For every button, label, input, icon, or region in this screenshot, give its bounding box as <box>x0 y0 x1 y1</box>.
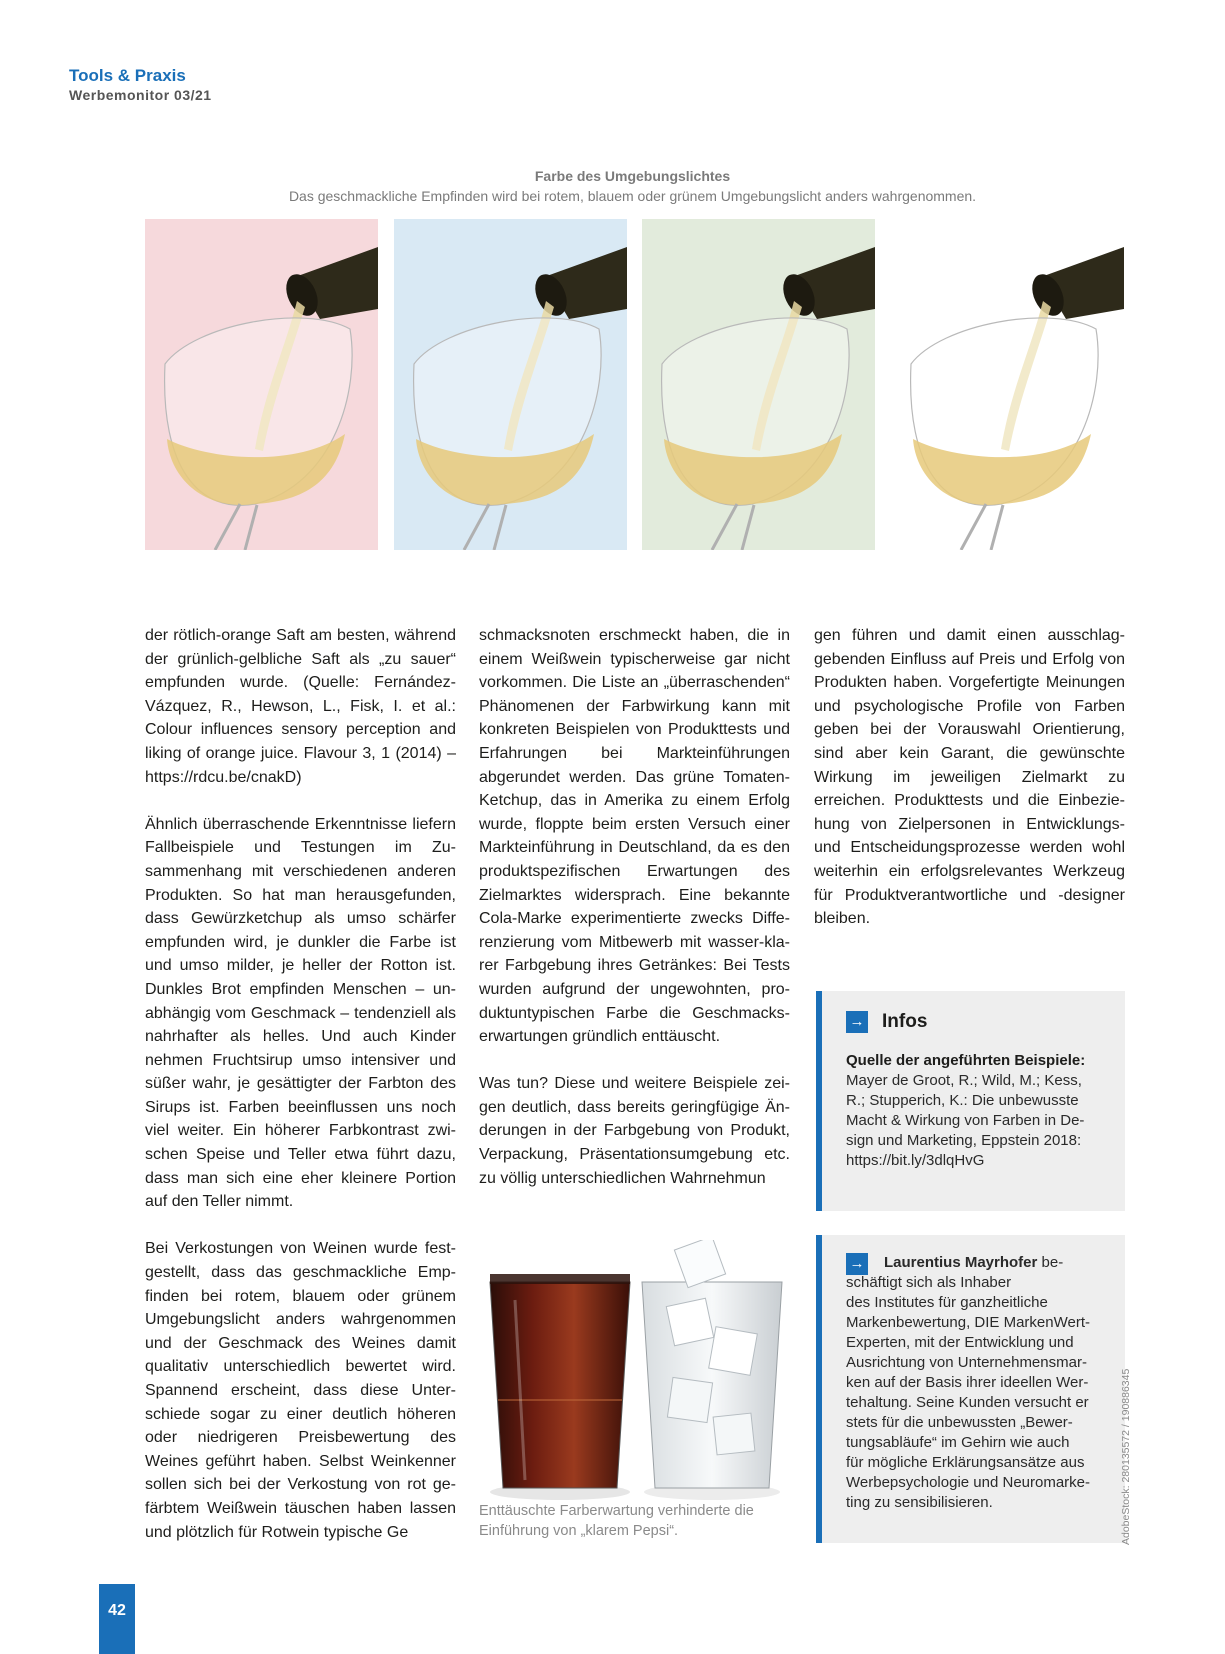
text-column-1 <box>145 624 456 1544</box>
text-column-2 <box>479 624 790 1190</box>
image-caption-line: Einführung von „klarem Pepsi“. <box>479 1523 679 1539</box>
wine-glass-illustration <box>145 219 378 550</box>
info-box-line: Mayer de Groot, R.; Wild, M.; Kess, <box>846 1072 1082 1089</box>
wine-panel-red <box>145 219 378 550</box>
author-bio-line: tungsabläufe“ im Gehirn wie auch <box>846 1434 1070 1451</box>
author-bio-line: Ausrichtung von Unternehmensmar- <box>846 1354 1087 1371</box>
paragraph: gen führen und damit einen ausschlaggebenden Einfluss auf Preis und Erfolg von Produkten haben. Vorgefertigte Meinungen und psychologische Profile von Farben geben bei der Vorauswahl Orientierung, sind aber kein Garant, die gewünschte Wirkung im jeweiligen Zielmarkt zu erreichen. Produkttests und die Einbeziehung von Zielpersonen in Entwicklungs- und Entscheidungsprozesse werden wohl weiterhin ein erfolgsrelevantes Werkzeug für Produktverantwortliche und -designer bleiben. <box>814 627 1125 928</box>
paragraph: der rötlich-orange Saft am besten, während der grünlich-gelbliche Saft als „zu sauer“ empfunden wurde. (Quelle: Fernández-Vázquez, R., Hewson, L., Fisk, I. et al.: Colour influences sensory perception and liking of orange juice. Flavour 3, 1 (2014) – https://rdcu.be/cnakD) <box>145 627 456 786</box>
author-bio-line: ken auf der Basis ihrer ideellen Wer- <box>846 1374 1089 1391</box>
figure-caption <box>140 166 1125 206</box>
author-bio-line: für mögliche Erklärungsansätze aus <box>846 1454 1085 1471</box>
figure-title: Farbe des Umgebungslichtes <box>534 168 731 184</box>
figure-subtitle: Das geschmackliche Empfinden wird bei rotem, blauem oder grünem Umgebungslicht anders wahrgenommen. <box>288 188 977 204</box>
author-bio-line: Experten, mit der Entwicklung und <box>846 1334 1074 1351</box>
author-bio-line: schäftigt sich als Inhaber <box>846 1274 1012 1291</box>
wine-panel-blue <box>394 219 627 550</box>
author-name: Laurentius Mayrhofer <box>884 1254 1038 1271</box>
issue-label: Werbemonitor 03/21 <box>69 87 212 103</box>
paragraph: Ähnlich überraschende Erkenntnisse liefern Fallbeispiele und Testungen im Zusammenhang mit verschiedenen anderen Produkten. So hat man herausgefunden, dass Gewürzketchup als umso schärfer empfunden wird, je dunkler die Farbe ist und umso milder, je heller der Rotton ist. Dunkles Brot empfinden Menschen – unabhängig vom Geschmack – tendenziell als nahrhafter als helles. Und auch Kinder nehmen Fruchtsirup umso intensiver und süßer wahr, je gesättigter der Farbton des Sirups ist. Farben beeinflussen uns noch viel weiter. Ein höherer Farbkontrast zwischen Speise und Teller etwa führt dazu, dass man sich eine eher kleinere Portion auf den Teller nimmt. <box>145 815 456 1211</box>
author-bio-line: stets für die unbewussten „Bewer- <box>846 1414 1073 1431</box>
paragraph: Was tun? Diese und weitere Beispiele zeigen deutlich, dass bereits geringfügige Änderungen in der Farbgebung von Produkt, Verpackung, Präsentationsumgebung etc. zu völlig unterschiedlichen Wahrnehmun <box>479 1075 790 1187</box>
wine-glass-illustration <box>891 219 1124 550</box>
page-number: 42 <box>99 1584 135 1654</box>
author-bio-line: Markenbewertung, DIE MarkenWert- <box>846 1314 1090 1331</box>
info-box-line: R.; Stupperich, K.: Die unbewusste <box>846 1092 1079 1109</box>
wine-glass-illustration <box>642 219 875 550</box>
image-caption <box>479 1501 799 1541</box>
arrow-right-icon: → <box>846 1253 868 1275</box>
info-box-subtitle: Quelle der angeführten Beispiele: <box>846 1052 1086 1069</box>
author-box <box>816 1235 1125 1543</box>
wine-glass-illustration <box>394 219 627 550</box>
author-bio-line: Werbepsychologie und Neuromarke- <box>846 1474 1091 1491</box>
glasses-image <box>480 1240 790 1502</box>
wine-panel-green <box>642 219 875 550</box>
wine-panel-white <box>891 219 1124 550</box>
author-bio-line: be- <box>1037 1254 1064 1271</box>
text-column-3 <box>814 624 1125 931</box>
info-box-link[interactable]: https://bit.ly/3dlqHvG <box>846 1152 985 1169</box>
info-box-line: Macht & Wirkung von Farben in De- <box>846 1112 1085 1129</box>
author-bio-line: des Institutes für ganzheitliche <box>846 1294 1048 1311</box>
page-header <box>69 66 212 104</box>
author-bio-line: tehaltung. Seine Kunden versucht er <box>846 1394 1089 1411</box>
info-box-line: sign und Marketing, Eppstein 2018: <box>846 1132 1082 1149</box>
info-box <box>816 991 1125 1211</box>
author-bio <box>846 1253 1105 1513</box>
author-bio-line: ting zu sensibilisieren. <box>846 1494 993 1511</box>
image-caption-line: Enttäuschte Farberwartung verhinderte die <box>479 1503 754 1519</box>
section-title: Tools & Praxis <box>69 66 186 85</box>
arrow-right-icon: → <box>846 1011 868 1033</box>
photo-credit: AdobeStock: 280135572 / 190886345 <box>1120 1368 1132 1545</box>
paragraph: schmacksnoten erschmeckt haben, die in einem Weißwein typischerweise gar nicht vorkommen. Die Liste an „überraschenden“ Phänomenen der Farbwirkung kann mit konkreten Beispielen von Produkttests und Erfahrungen bei Markteinführungen abgerundet werden. Das grüne Tomaten-Ketchup, das in Amerika zu einem Erfolg wurde, floppte beim ersten Versuch einer Markteinführung in Deutschland, da es den produktspezifischen Erwartungen des Zielmarktes widersprach. Eine bekannte Cola-Marke experimentierte zwecks Differenzierung vom Mitbewerb mit wasser-klarer Farbgebung ihres Getränkes: Bei Tests wurden aufgrund der ungewohnten, produktuntypischen Farbe die Geschmackserwartungen gründlich enttäuscht. <box>479 627 790 1046</box>
info-box-title: Infos <box>882 1011 928 1032</box>
paragraph: Bei Verkostungen von Weinen wurde festgestellt, dass das geschmackliche Empfinden bei rotem, blauem oder grünem Umgebungslicht anders wahrgenommen und der Geschmack des Weines damit qualitativ unterschiedlich bewertet wird. Spannend erscheint, dass diese Unterschiede sogar zu einer deutlich höheren oder niedrigeren Preisbewertung des Weines geführt haben. Selbst Weinkenner sollen sich bei der Verkostung von rot gefärbtem Weißwein täuschen haben lassen und plötzlich für Rotwein typische Ge <box>145 1240 456 1541</box>
